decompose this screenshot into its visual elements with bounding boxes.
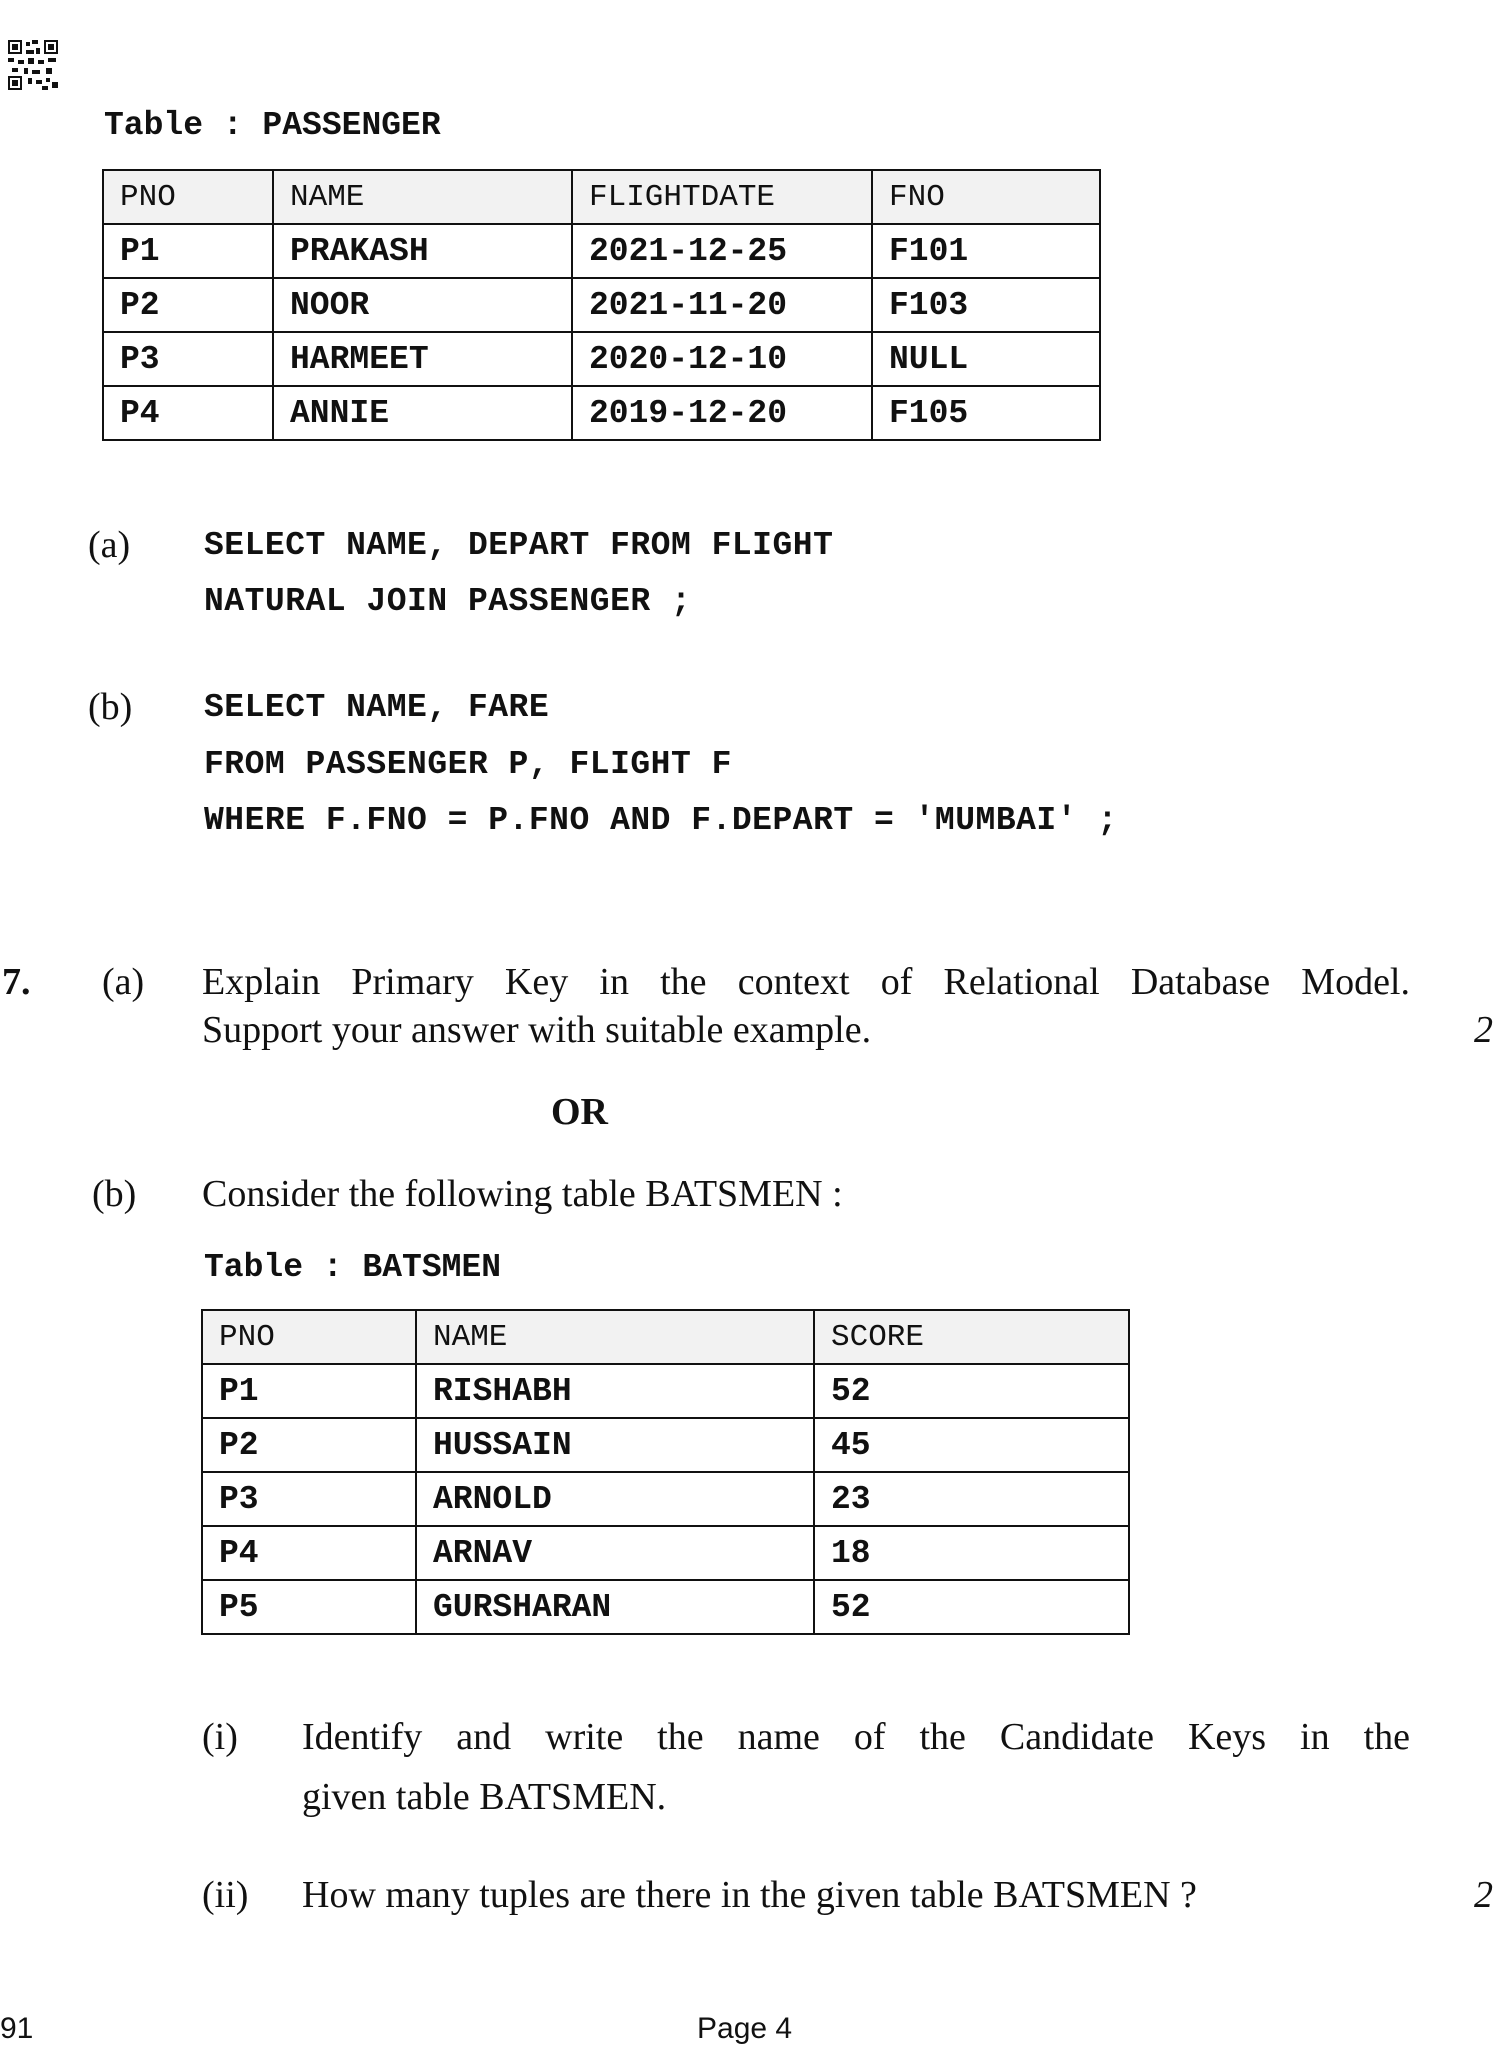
- table-cell: 2021-11-20: [572, 278, 872, 332]
- table-cell: 23: [814, 1472, 1129, 1526]
- table-cell: 2020-12-10: [572, 332, 872, 386]
- marks-7b: 2: [1474, 1874, 1493, 1916]
- sql-query-b-line-3: WHERE F.FNO = P.FNO AND F.DEPART = 'MUMBAI' ;: [204, 802, 1118, 839]
- table-cell: F101: [872, 224, 1100, 278]
- table-cell: RISHABH: [416, 1364, 814, 1418]
- table-cell: P3: [202, 1472, 416, 1526]
- batsmen-table: [201, 1309, 1130, 1635]
- table-row: [202, 1472, 1129, 1526]
- table-cell: 2019-12-20: [572, 386, 872, 440]
- table-cell: ARNAV: [416, 1526, 814, 1580]
- column-header: NAME: [273, 170, 572, 224]
- question-7b-text: Consider the following table BATSMEN :: [202, 1173, 843, 1215]
- part-label-a: (a): [102, 961, 145, 1003]
- table-cell: F103: [872, 278, 1100, 332]
- table-cell: NULL: [872, 332, 1100, 386]
- sub-part-label-ii: (ii): [202, 1874, 249, 1916]
- table-cell: HARMEET: [273, 332, 572, 386]
- question-number: 7.: [2, 961, 31, 1003]
- table-cell: PRAKASH: [273, 224, 572, 278]
- passenger-table-caption: Table : PASSENGER: [104, 107, 441, 144]
- question-7a-line-2: Support your answer with suitable example.: [202, 1009, 872, 1051]
- qr-code-icon: [8, 40, 58, 90]
- column-header: FNO: [872, 170, 1100, 224]
- column-header: PNO: [202, 1310, 416, 1364]
- table-header-row: [103, 170, 1100, 224]
- table-cell: 52: [814, 1364, 1129, 1418]
- page-number: Page 4: [697, 2012, 793, 2045]
- or-separator: OR: [551, 1091, 608, 1133]
- table-cell: P1: [202, 1364, 416, 1418]
- table-cell: P2: [202, 1418, 416, 1472]
- table-cell: F105: [872, 386, 1100, 440]
- table-row: [202, 1364, 1129, 1418]
- table-cell: P3: [103, 332, 273, 386]
- table-cell: ARNOLD: [416, 1472, 814, 1526]
- column-header: SCORE: [814, 1310, 1129, 1364]
- table-row: [103, 224, 1100, 278]
- part-label-a: (a): [88, 524, 131, 566]
- question-7b-i-line-2: given table BATSMEN.: [302, 1776, 667, 1818]
- table-cell: 18: [814, 1526, 1129, 1580]
- sql-query-a-line-2: NATURAL JOIN PASSENGER ;: [204, 583, 692, 620]
- column-header: NAME: [416, 1310, 814, 1364]
- table-row: [202, 1580, 1129, 1634]
- table-cell: GURSHARAN: [416, 1580, 814, 1634]
- table-cell: 2021-12-25: [572, 224, 872, 278]
- sql-query-a-line-1: SELECT NAME, DEPART FROM FLIGHT: [204, 527, 834, 564]
- batsmen-table-caption: Table : BATSMEN: [204, 1249, 502, 1286]
- table-cell: NOOR: [273, 278, 572, 332]
- table-header-row: [202, 1310, 1129, 1364]
- table-cell: ANNIE: [273, 386, 572, 440]
- table-cell: P4: [202, 1526, 416, 1580]
- table-row: [103, 332, 1100, 386]
- question-7b-i-line-1: Identify and write the name of the Candidate Keys in the: [302, 1716, 1410, 1758]
- part-label-b: (b): [88, 686, 133, 728]
- table-row: [103, 386, 1100, 440]
- question-7b-ii-text: How many tuples are there in the given table BATSMEN ?: [302, 1874, 1197, 1916]
- table-row: [202, 1418, 1129, 1472]
- part-label-b: (b): [92, 1173, 137, 1215]
- table-cell: P2: [103, 278, 273, 332]
- table-row: [103, 278, 1100, 332]
- sql-query-b-line-2: FROM PASSENGER P, FLIGHT F: [204, 746, 732, 783]
- column-header: PNO: [103, 170, 273, 224]
- sql-query-b-line-1: SELECT NAME, FARE: [204, 689, 550, 726]
- passenger-table: [102, 169, 1101, 441]
- table-cell: 52: [814, 1580, 1129, 1634]
- column-header: FLIGHTDATE: [572, 170, 872, 224]
- table-cell: P4: [103, 386, 273, 440]
- table-cell: P1: [103, 224, 273, 278]
- question-7a-line-1: Explain Primary Key in the context of Relational Database Model.: [202, 961, 1410, 1003]
- table-cell: P5: [202, 1580, 416, 1634]
- table-cell: 45: [814, 1418, 1129, 1472]
- marks-7a: 2: [1474, 1009, 1493, 1051]
- sub-part-label-i: (i): [202, 1716, 238, 1758]
- table-cell: HUSSAIN: [416, 1418, 814, 1472]
- footer-code: 91: [0, 2012, 34, 2045]
- table-row: [202, 1526, 1129, 1580]
